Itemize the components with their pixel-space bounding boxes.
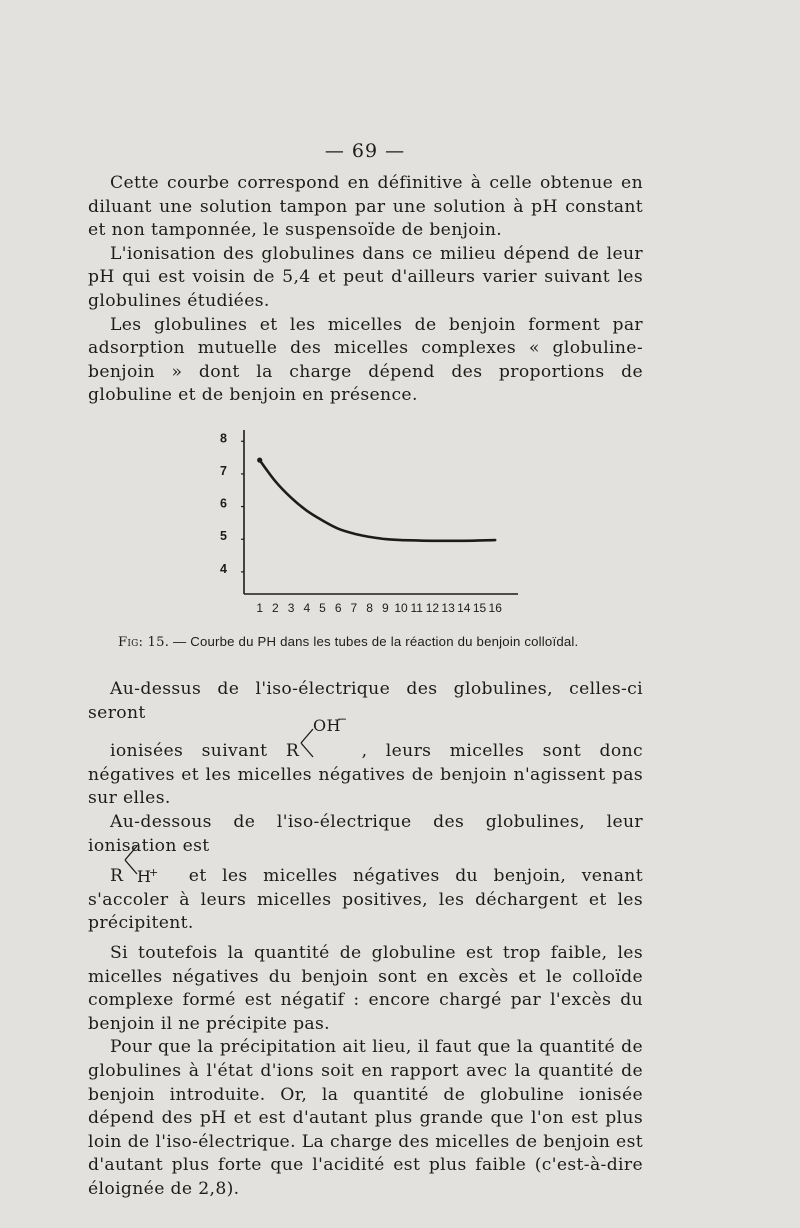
paragraph: Si toutefois la quantité de globuline est trop faible, les micelles négatives du benjoin sont en excès et le colloïde complexe formé est négatif : encore chargé par l'excès du benjoin il ne précipite pas. [88, 942, 643, 1034]
page-number: — 69 — [324, 140, 406, 162]
x-tick-label: 3 [287, 601, 295, 615]
paragraph: Cette courbe correspond en définitive à celle obtenue en diluant une solution tampon par une solution à pH constant et non tamponnée, le suspensoïde de benjoin. [88, 173, 643, 241]
y-tick-label: 5 [220, 529, 227, 544]
paragraph-formula-oh [88, 712, 643, 811]
formula-h-text: H [137, 867, 152, 887]
x-tick-label: 6 [334, 601, 342, 615]
para-a-after-formula: , leurs micelles sont donc négatives et les micelles négatives de benjoin n'agissent pas sur elles. [88, 741, 643, 809]
x-tick-label: 5 [319, 601, 326, 615]
text-block-top [88, 172, 643, 408]
ph-curve-chart [200, 420, 530, 620]
x-tick-label: 10 [394, 601, 408, 615]
x-tick-label: 4 [303, 601, 311, 615]
x-tick-label: 14 [457, 601, 471, 615]
curve-start-point [257, 458, 262, 463]
x-tick-label: 15 [472, 601, 487, 615]
formula-oh-sign: − [337, 712, 348, 727]
y-axis [220, 430, 244, 594]
y-tick-label: 4 [220, 561, 227, 576]
y-tick-label: 7 [220, 463, 227, 478]
para-b-line1: Au-dessous de l'iso-électrique des globulines, leur ionisation est [88, 811, 643, 856]
para-b-after-formula: et les micelles négatives du benjoin, venant s'accoler à leurs micelles positives, les déchargent et les précipitent. [88, 866, 643, 934]
paragraph: Pour que la précipitation ait lieu, il faut que la quantité de globulines à l'état d'ions soit en rapport avec la quantité de benjoin introduite. Or, la quantité de globuline ionisée dépend des pH et est d'autant plus grande que l'on est plus loin de l'iso-électrique. La charge des micelles de benjoin est d'autant plus forte que l'acidité est plus faible (c'est-à-dire éloignée de 2,8). [88, 1037, 643, 1199]
x-tick-label: 11 [410, 601, 423, 615]
x-tick-label: 7 [350, 601, 358, 615]
x-tick-label: 1 [256, 601, 264, 615]
series [257, 458, 495, 541]
x-axis [244, 594, 518, 615]
formula-r-oh [299, 712, 348, 756]
para-a-line1: Au-dessus de l'iso-électrique des globulines, celles-ci seront [88, 679, 643, 723]
x-tick-label: 16 [488, 601, 502, 615]
x-tick-label: 13 [441, 601, 455, 615]
y-tick-label: 8 [220, 431, 227, 446]
figure-label: Fig: 15. [118, 635, 170, 650]
x-tick-label: 8 [366, 601, 373, 615]
figure-caption-text: — Courbe du PH dans les tubes de la réaction du benjoin colloïdal. [172, 634, 579, 649]
para-a-before-formula: ionisées suivant R [110, 741, 300, 762]
paragraph: Les globulines et les micelles de benjoin forment par adsorption mutuelle des micelles complexes « globuline-benjoin » dont la charge dépend des proportions de globuline et de benjoin en présence. [88, 314, 643, 406]
x-tick-label: 9 [381, 601, 389, 615]
formula-r-h [123, 858, 173, 887]
text-block-bottom [88, 678, 643, 1201]
y-tick-label: 6 [220, 496, 227, 511]
ph-curve-line [260, 460, 496, 541]
formula-h-sign: + [149, 866, 159, 880]
paragraph: L'ionisation des globulines dans ce milieu dépend de leur pH qui est voisin de 5,4 et peut d'ailleurs varier suivant les globulines étudiées. [88, 243, 643, 311]
paragraph-formula-h [88, 858, 643, 936]
formula-r: R [110, 866, 124, 887]
x-tick-label: 2 [272, 601, 279, 615]
formula-oh-text: OH [313, 716, 341, 736]
paragraph [88, 678, 643, 725]
figure-caption [118, 634, 678, 650]
x-tick-label: 12 [425, 601, 440, 615]
